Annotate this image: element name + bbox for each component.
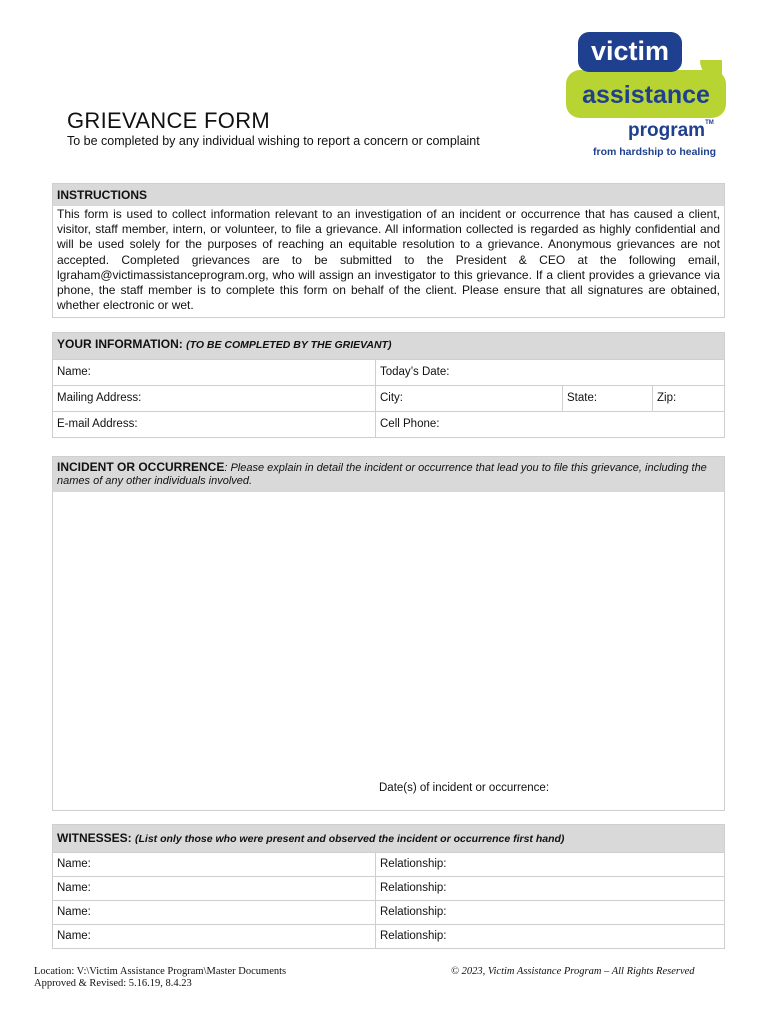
witness-relationship-field[interactable]: Relationship: (375, 925, 724, 948)
logo-tagline: from hardship to healing (593, 146, 717, 158)
logo-program-text: program (628, 120, 706, 141)
info-row-address (53, 385, 724, 411)
witness-row (53, 852, 724, 876)
witness-row (53, 900, 724, 924)
instructions-section (52, 183, 725, 318)
your-information-note: (TO BE COMPLETED BY THE GRIEVANT) (186, 339, 392, 351)
page-subtitle: To be completed by any individual wishing to report a concern or complaint (67, 134, 480, 148)
witness-relationship-field[interactable]: Relationship: (375, 877, 724, 900)
instructions-body: This form is used to collect information relevant to an investigation of an incident or occurrence that has caused a client, visitor, staff member, intern, or volunteer, to file a grievance. All information collected is regarded as highly confidential and will be used solely for the purposes of reaching an equitable resolution to a grievance. Anonymous grievances are not accepted. Completed grievances are to be submitted to the President & CEO at the following email, lgraham@victimassistanceprogram.org, who will assign an investigator to this grievance. If a client provides a grievance via phone, the staff member is to complete this form on behalf of the client. Please ensure that all signatures are obtained, whether electronic or wet. (57, 207, 720, 313)
your-information-heading (53, 333, 724, 359)
incident-instructions: : Please explain in detail the incident or occurrence that lead you to file this grievance, including the names of any other individuals involved. (57, 462, 707, 487)
info-row-contact (53, 411, 724, 437)
witness-row (53, 876, 724, 900)
info-row-name (53, 359, 724, 385)
witness-name-field[interactable]: Name: (57, 858, 91, 870)
logo-trademark: TM (705, 120, 714, 126)
mailing-address-field[interactable]: Mailing Address: (57, 392, 142, 404)
instructions-heading (53, 184, 724, 206)
logo-line-assistance: assistance (566, 70, 726, 118)
incident-heading (53, 457, 724, 492)
zip-field[interactable]: Zip: (652, 386, 724, 411)
incident-date-field[interactable]: Date(s) of incident or occurrence: (379, 782, 550, 794)
footer-location: Location: V:\Victim Assistance Program\Master Documents (34, 966, 287, 977)
witnesses-heading (53, 825, 724, 852)
footer-approved: Approved & Revised: 5.16.19, 8.4.23 (34, 978, 192, 989)
footer-copyright: © 2023, Victim Assistance Program – All Rights Reserved (451, 966, 695, 977)
witness-relationship-field[interactable]: Relationship: (375, 853, 724, 876)
cell-phone-field[interactable]: Cell Phone: (375, 412, 724, 437)
city-field[interactable]: City: (375, 386, 562, 411)
page-title: GRIEVANCE FORM (67, 108, 271, 133)
logo-line-victim: victim (578, 32, 682, 72)
incident-heading-text: INCIDENT OR OCCURRENCE (57, 460, 225, 474)
email-field[interactable]: E-mail Address: (57, 418, 138, 430)
incident-section (52, 456, 725, 811)
your-information-heading-text: YOUR INFORMATION: (57, 337, 183, 351)
witness-relationship-field[interactable]: Relationship: (375, 901, 724, 924)
state-field[interactable]: State: (562, 386, 652, 411)
witness-name-field[interactable]: Name: (57, 906, 91, 918)
witness-name-field[interactable]: Name: (57, 930, 91, 942)
incident-description-area[interactable] (53, 492, 724, 810)
witnesses-heading-text: WITNESSES: (57, 831, 132, 845)
todays-date-field[interactable]: Today’s Date: (375, 360, 724, 385)
logo-line-program (628, 120, 714, 142)
your-information-section (52, 332, 725, 438)
witness-row (53, 924, 724, 948)
name-field[interactable]: Name: (57, 366, 91, 378)
witness-name-field[interactable]: Name: (57, 882, 91, 894)
witnesses-section (52, 824, 725, 949)
instructions-heading-text: INSTRUCTIONS (57, 188, 147, 202)
witnesses-note: (List only those who were present and observed the incident or occurrence first hand) (135, 833, 565, 845)
